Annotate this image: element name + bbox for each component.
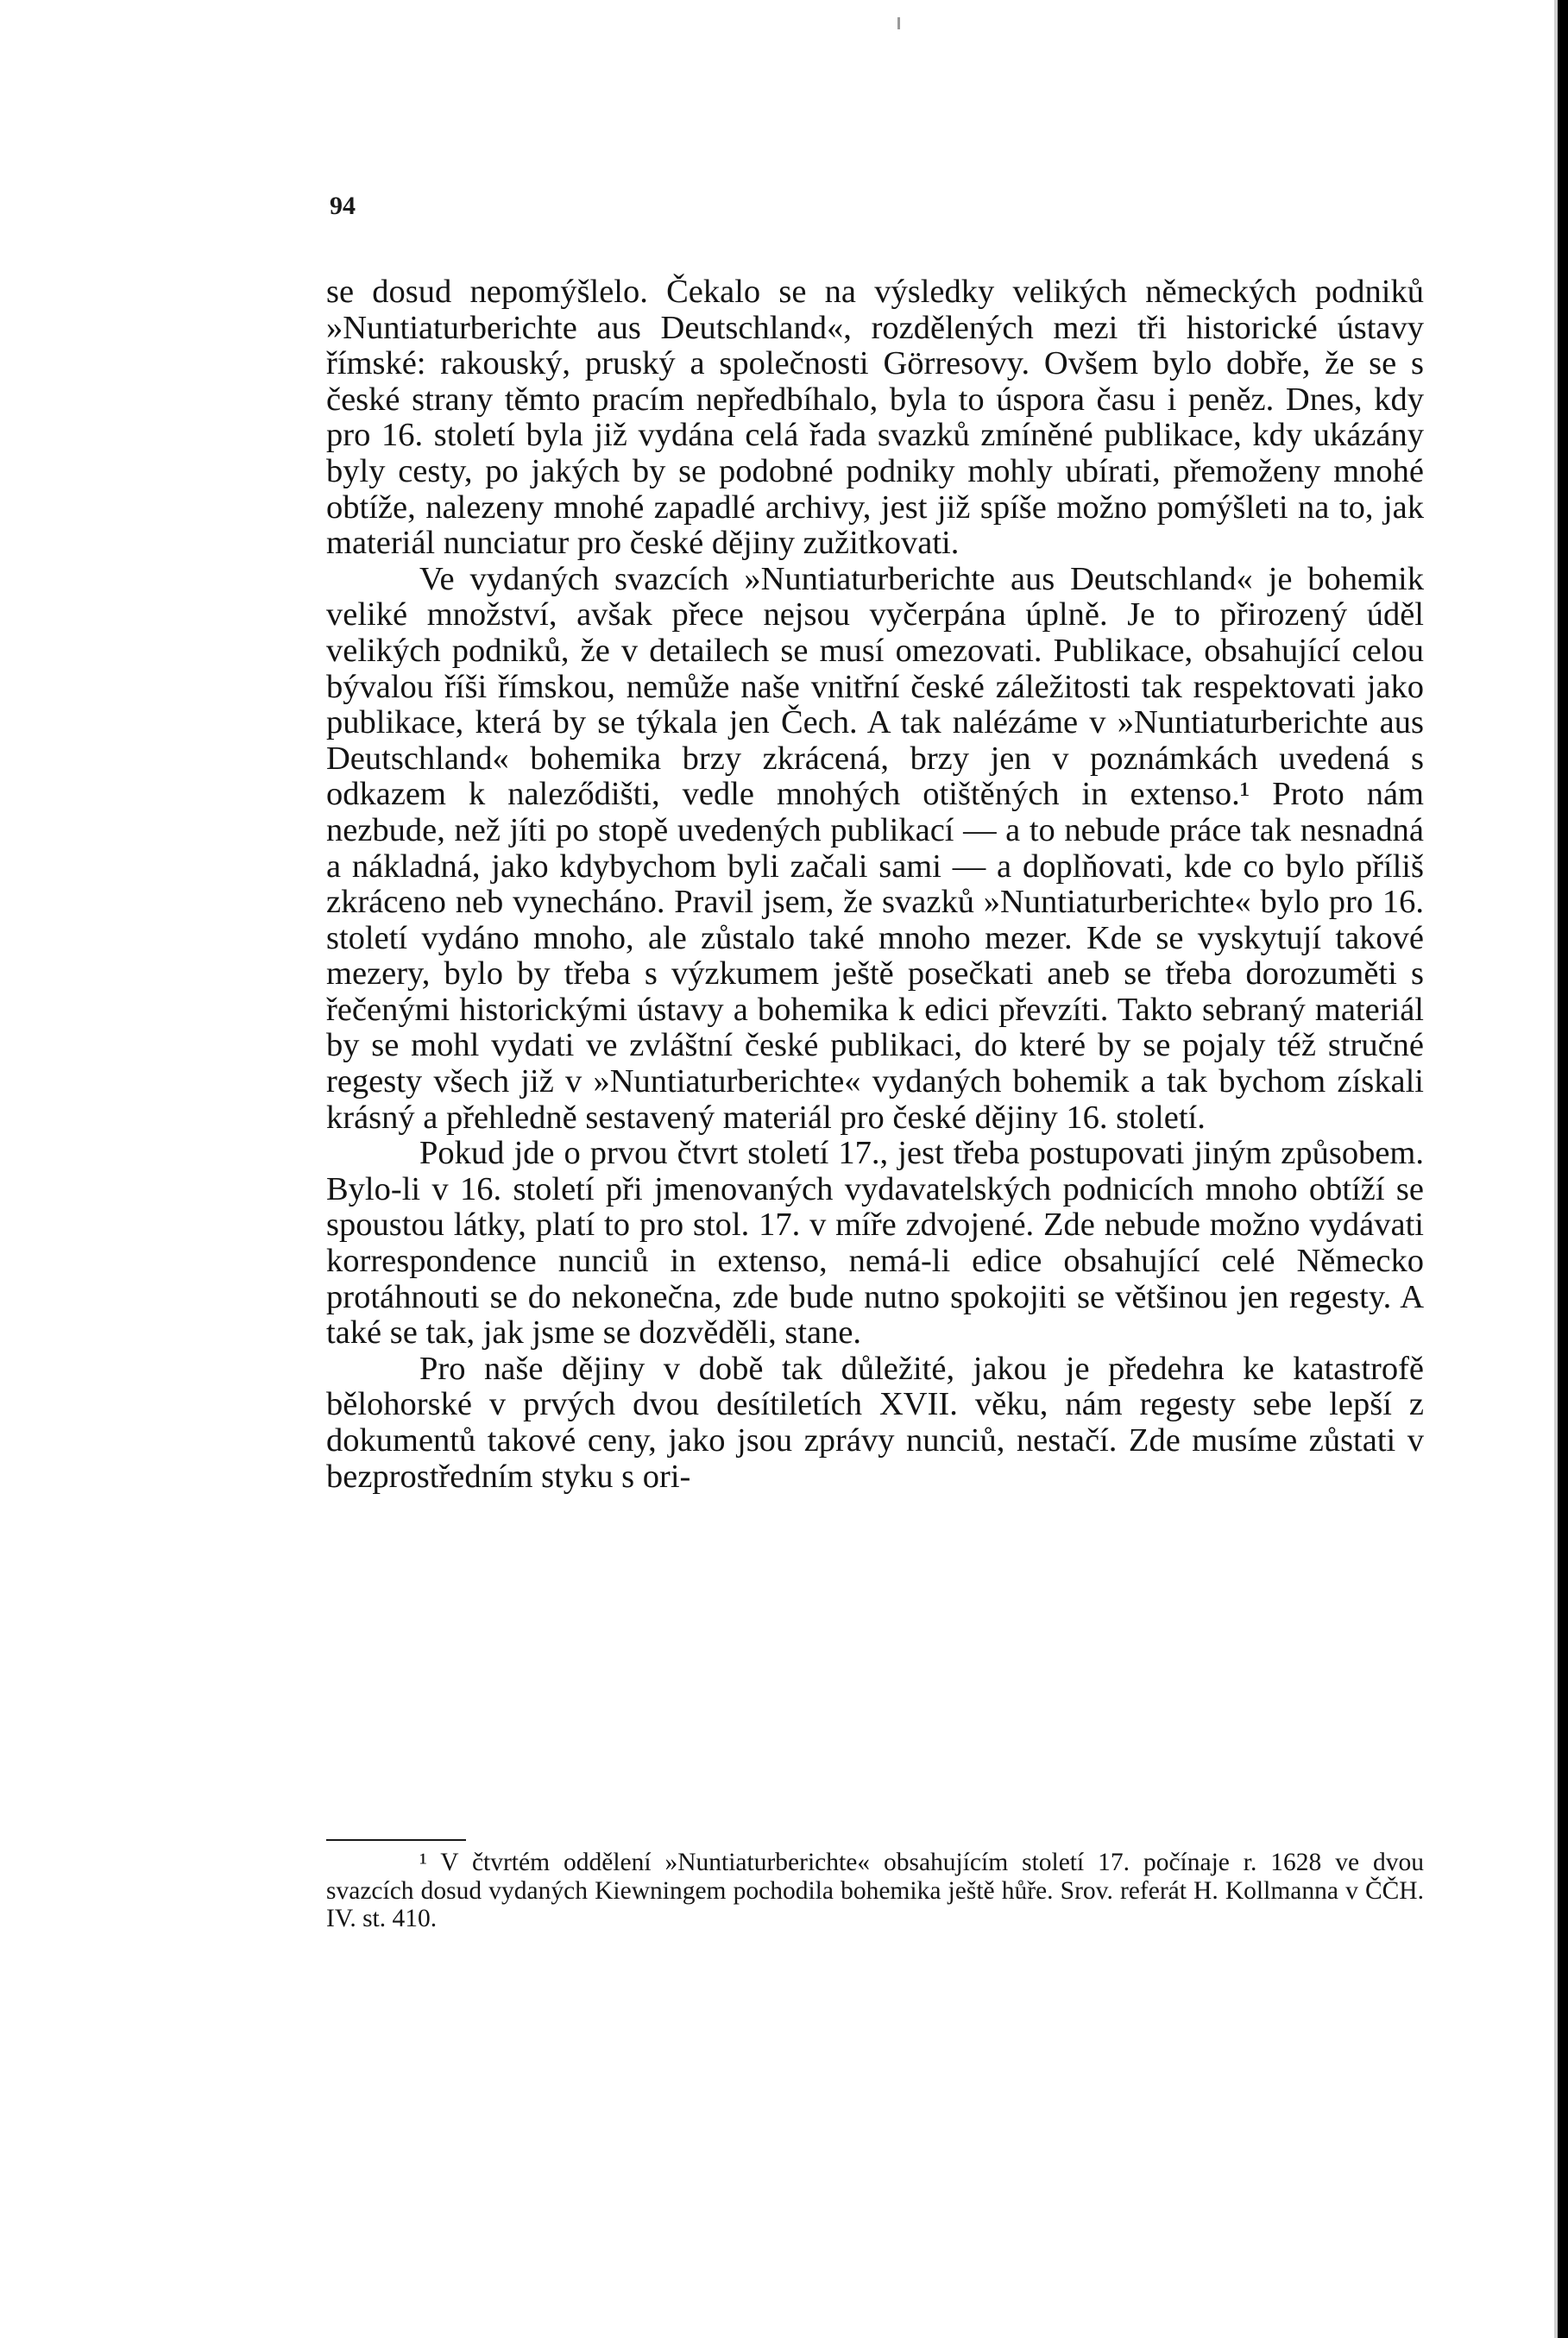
paragraph-1: se dosud nepomýšlelo. Čekalo se na výsledky velikých německých podniků »Nuntiaturberichte aus Deutschland«, rozdělených mezi tři historické ústavy římské: rakouský, pruský a společnosti Görresovy. Ovšem bylo dobře, že se s české strany těmto pracím nepředbíhalo, byla to úspora času i peněz. Dnes, kdy pro 16. století byla již vydána celá řada svazků zmíněné publikace, kdy ukázány byly cesty, po jakých by se podobné podniky mohly ubírati, přemoženy mnohé obtíže, nalezeny mnohé zapadlé archivy, jest již spíše možno pomýšleti na to, jak materiál nunciatur pro české dějiny zužitkovati. bbox=[326, 274, 1424, 562]
scan-speck bbox=[897, 17, 900, 29]
page-number: 94 bbox=[330, 192, 356, 220]
paragraph-4: Pro naše dějiny v době tak důležité, jakou je předehra ke katastrofě bělohorské v prvých dvou desítiletích XVII. věku, nám regesty sebe lepší z dokumentů takové ceny, jako jsou zprávy nunciů, nestačí. Zde musíme zůstati v bezprostředním styku s ori- bbox=[326, 1350, 1424, 1495]
footnote-divider bbox=[326, 1839, 466, 1841]
paragraph-3: Pokud jde o prvou čtvrt století 17., jest třeba postupovati jiným způsobem. Bylo-li v 16. století při jmenovaných vydavatelských podnicích mnoho obtíží se spoustou látky, platí to pro stol. 17. v míře zdvojené. Zde nebude možno vydávati korrespondence nunciů in extenso, nemá-li edice obsahující celé Německo protáhnouti se do nekonečna, zde bude nutno spokojiti se většinou jen regesty. A také se tak, jak jsme se dozvěděli, stane. bbox=[326, 1135, 1424, 1352]
footnote: ¹ V čtvrtém oddělení »Nuntiaturberichte« obsahujícím století 17. počínaje r. 1628 ve dvou svazcích dosud vydaných Kiewningem pochodila bohemika ještě hůře. Srov. referát H. Kollmanna v ČČH. IV. st. 410. bbox=[326, 1849, 1424, 1933]
body-text bbox=[326, 274, 1424, 1495]
paragraph-2: Ve vydaných svazcích »Nuntiaturberichte aus Deutschland« je bohemik veliké množství, avšak přece nejsou vyčerpána úplně. Je to přirozený úděl velikých podniků, že v detailech se musí omezovati. Publikace, obsahující celou bývalou říši římskou, nemůže naše vnitřní české záležitosti tak respektovati jako publikace, která by se týkala jen Čech. A tak nalézáme v »Nuntiaturberichte aus Deutschland« bohemika brzy zkrácená, brzy jen v poznámkách uvedená s odkazem k naleződišti, vedle mnohých otištěných in extenso.¹ Proto nám nezbude, než jíti po stopě uvedených publikací — a to nebude práce tak nesnadná a nákladná, jako kdybychom byli začali sami — a doplňovati, kde co bylo příliš zkráceno neb vynecháno. Pravil jsem, že svazků »Nuntiaturberichte« bylo pro 16. století vydáno mnoho, ale zůstalo také mnoho mezer. Kde se vyskytují takové mezery, bylo by třeba s výzkumem ještě posečkati aneb se třeba dorozuměti s řečenými historickými ústavy a bohemika k edici převzíti. Takto sebraný materiál by se mohl vydati ve zvláštní české publikaci, do které by se pojaly též stručné regesty všech již v »Nuntiaturberichte« vydaných bohemik a tak bychom získali krásný a přehledně sestavený materiál pro české dějiny 16. století. bbox=[326, 560, 1424, 1136]
